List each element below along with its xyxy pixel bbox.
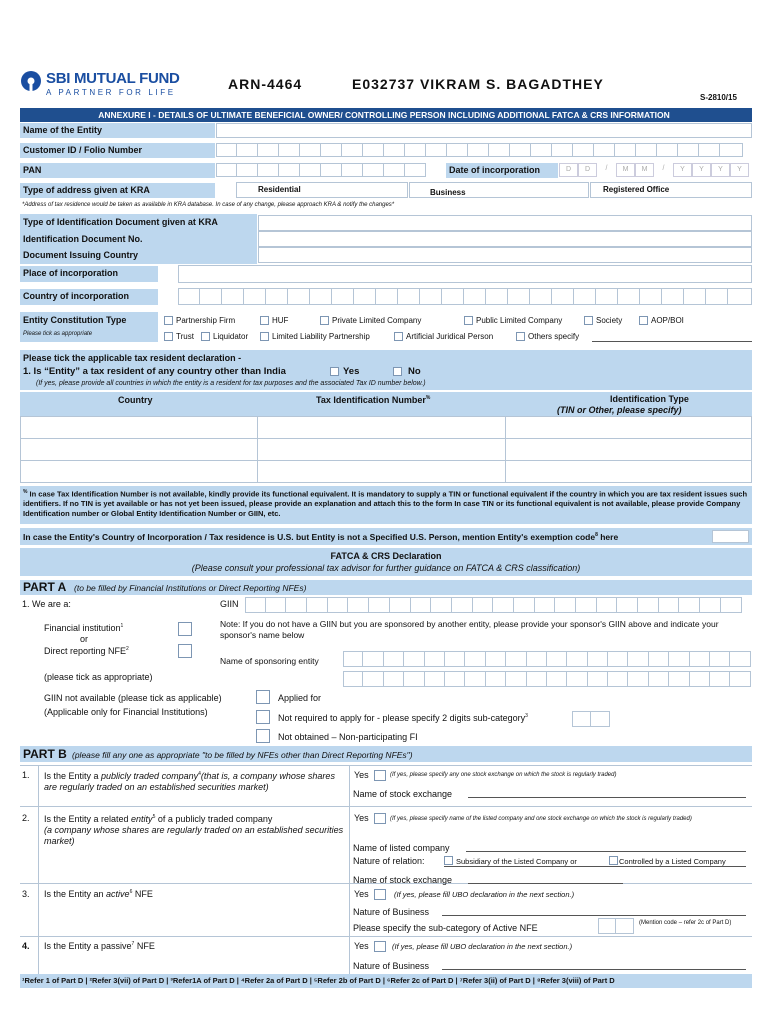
direct-nfe-sup: 2 (126, 646, 129, 652)
opt-label: AOP/BOI (651, 316, 684, 325)
nature-business-label: Nature of Business (353, 907, 430, 917)
entity-name-field[interactable] (216, 123, 752, 138)
table-row (21, 417, 752, 439)
tax-heading: Please tick the applicable tax resident declaration - (23, 353, 242, 363)
tax-yes-checkbox[interactable] (330, 367, 339, 376)
fatca-subtitle: (Please consult your professional tax advisor for further guidance on FATCA & CRS classification) (191, 563, 581, 573)
annexure-title-text: ANNEXURE I - DETAILS OF ULTIMATE BENEFICIAL OWNER/ CONTROLLING PERSON INCLUDING ADDITIONAL FATCA & CRS INFORMATION (98, 110, 670, 120)
date-inc-field[interactable] (559, 163, 749, 177)
logo-tagline: A PARTNER FOR LIFE (46, 88, 176, 97)
opt-liquidator[interactable] (201, 332, 248, 341)
q3-c: NFE (132, 889, 153, 899)
logo (20, 70, 195, 100)
opt-label: Public Limited Company (476, 316, 563, 325)
others-specify-line[interactable] (592, 341, 752, 342)
nature-business2-line[interactable] (442, 969, 746, 970)
col-tin-sup: % (425, 395, 431, 401)
fin-inst (44, 623, 123, 633)
opt-aop[interactable] (639, 316, 684, 325)
q2-yes-checkbox[interactable] (374, 813, 386, 824)
q1-a: Is the Entity a (44, 771, 102, 781)
q4-yes: Yes (354, 941, 369, 951)
doc-country-label: Document Issuing Country (23, 250, 139, 260)
q4-sup: 7 (131, 941, 135, 947)
grid-col-divider (38, 765, 39, 975)
table-row (21, 461, 752, 483)
checkbox[interactable] (516, 332, 525, 341)
sponsor-label: Name of sponsoring entity (220, 656, 319, 666)
customer-id-label: Customer ID / Folio Number (20, 143, 215, 158)
q1-sup: 4 (198, 771, 201, 777)
q3-sup: 6 (129, 889, 133, 895)
giin-field[interactable] (245, 597, 742, 613)
opt-label: Liquidator (213, 332, 249, 341)
active-nfe-code-field[interactable] (598, 918, 634, 934)
applied-checkbox[interactable] (256, 690, 270, 704)
checkbox[interactable] (639, 316, 648, 325)
q1-b: publicly traded company (101, 771, 199, 781)
q3-yes: Yes (354, 889, 369, 899)
table-cell[interactable] (258, 417, 506, 439)
footer-refs: ¹Refer 1 of Part D | ²Refer 3(vii) of Part D | ³Refer1A of Part D | ⁴Refer 2a of Part D | ⁵Refer 2b of Part D | ⁶Refer 2c of Part D | ⁷Refer 3(ii) of Part D | ⁸Refer 3(viii) of Part D (22, 976, 615, 985)
not-required-sup: 3 (525, 713, 528, 719)
q2-note: (If yes, please specify name of the listed company and one stock exchange on which the stock is regularly traded) (390, 816, 692, 822)
col-tin-header (316, 395, 430, 405)
col-country: Country (118, 395, 153, 405)
opt-label: Limited Liability Partnership (272, 332, 370, 341)
id-doc-no-label: Identification Document No. (23, 234, 143, 244)
sponsor-note: Note: If you do not have a GIIN but you are sponsored by another entity, please provide your sponsor's GIIN above and indicate your sponsor's name below (220, 619, 719, 640)
customer-id-field[interactable] (216, 143, 752, 157)
id-doc-type-field[interactable] (258, 215, 752, 231)
col-idtype-2: (TIN or Other, please specify) (557, 405, 682, 415)
us-here: here (597, 532, 619, 542)
sponsor-field-2[interactable] (343, 671, 751, 687)
opt-label: Partnership Firm (176, 316, 236, 325)
not-obtained-label: Not obtained – Non-participating FI (278, 732, 418, 742)
q3-b: active (106, 889, 130, 899)
date-char: D (578, 163, 597, 177)
part-a-title: PART A (23, 580, 67, 594)
id-doc-no-field[interactable] (258, 231, 752, 247)
date-char: Y (692, 163, 711, 177)
q2-c: of a publicly traded company (155, 814, 273, 824)
id-doc-type-label: Type of Identification Document given at KRA (23, 217, 218, 227)
q1-num: 1. (22, 770, 30, 780)
fin-inst-label: Financial institution (44, 623, 121, 633)
table-cell[interactable] (506, 439, 752, 461)
entity-name-label: Name of the Entity (20, 123, 215, 138)
distributor-code: E032737 VIKRAM S. BAGADTHEY (352, 76, 604, 92)
checkbox[interactable] (584, 316, 593, 325)
table-cell[interactable] (506, 417, 752, 439)
grid-row-divider (20, 936, 752, 937)
tin-note-mark: % (23, 489, 28, 495)
q1-note: (If yes, please specify any one stock exchange on which the stock is regularly traded) (390, 772, 617, 778)
opt-partnership[interactable] (164, 316, 235, 325)
tax-no-checkbox[interactable] (393, 367, 402, 376)
checkbox[interactable] (201, 332, 210, 341)
not-required-label: Not required to apply for - please specify 2 digits sub-category (278, 713, 526, 723)
mention-code: (Mention code – refer 2c of Part D) (639, 920, 732, 926)
part-b-title: PART B (23, 747, 67, 761)
table-cell[interactable] (21, 439, 258, 461)
tax-q1: 1. Is “Entity” a tax resident of any country other than India (23, 366, 286, 377)
address-type-label: Type of address given at KRA (20, 183, 215, 198)
q2-text (44, 812, 346, 847)
tin-note (23, 488, 749, 518)
q4-note: (If yes, please fill UBO declaration in the next section.) (392, 942, 573, 951)
logo-title: SBI MUTUAL FUND (46, 70, 180, 87)
opt-label: Society (596, 316, 623, 325)
grid-row-divider (20, 806, 752, 807)
opt-public-ltd[interactable] (464, 316, 562, 325)
controlled-checkbox[interactable] (609, 856, 618, 865)
exemption-code-field[interactable] (712, 530, 749, 543)
q4-c: NFE (134, 941, 155, 951)
or-label: or (80, 634, 89, 644)
controlled-label: Controlled by a Listed Company (619, 857, 726, 866)
q4-a: Is the Entity a passive (44, 941, 132, 951)
table-cell[interactable] (258, 439, 506, 461)
sub-category-field[interactable] (572, 711, 610, 727)
us-line-text: In case the Entity's Country of Incorporation / Tax residence is U.S. but Entity is not a Specified U.S. Person, mention Entity's exemption code (23, 532, 596, 542)
q2-d: (a company whose shares are regularly traded on an established securities market) (44, 825, 344, 846)
applicable-fi: (Applicable only for Financial Institutions) (44, 707, 208, 717)
direct-nfe-label: Direct reporting NFE (44, 646, 127, 656)
q3-a: Is the Entity an (44, 889, 107, 899)
date-char: M (616, 163, 635, 177)
stock-exchange2-label: Name of stock exchange (353, 875, 453, 885)
checkbox[interactable] (164, 316, 173, 325)
not-required-checkbox[interactable] (256, 710, 270, 724)
date-char: M (635, 163, 654, 177)
table-cell[interactable] (21, 461, 258, 483)
q1-text (44, 769, 346, 793)
tin-note-text: In case Tax Identification Number is not available, kindly provide its functional equivalent. It is mandatory to supply a TIN or functional equivalent if the country in which you are tax resident issues such identifiers. If no TIN is yet available or has not yet been issued, please provide an explanation and attach this to the form In case TIN or its functional equivalent is not available, please provide Company Identification number or Global Entity Identification Number or GIIN, etc. (23, 489, 748, 518)
checkbox[interactable] (394, 332, 403, 341)
checkbox[interactable] (320, 316, 329, 325)
tick-appropriate: (please tick as appropriate) (44, 672, 153, 682)
sub-category-label: Please specify the sub-category of Active NFE (353, 923, 538, 933)
grid-col-divider (349, 765, 350, 975)
us-sup: 8 (595, 532, 598, 539)
arn-number: ARN-4464 (228, 76, 303, 92)
q2-yes: Yes (354, 813, 369, 823)
q4-yes-checkbox[interactable] (374, 941, 386, 952)
table-row (21, 439, 752, 461)
q1-c: (that is, a company whose shares are regularly traded on an established securities market) (44, 771, 335, 792)
date-char: Y (711, 163, 730, 177)
constitution-label: Entity Constitution Type (23, 315, 127, 325)
table-cell[interactable] (506, 461, 752, 483)
pan-label: PAN (20, 163, 215, 178)
direct-nfe-checkbox[interactable] (178, 644, 192, 658)
subsidiary-checkbox[interactable] (444, 856, 453, 865)
q4-text (44, 941, 155, 951)
direct-nfe (44, 646, 129, 656)
fin-inst-sup: 1 (120, 623, 124, 629)
opt-label: Private Limited Company (332, 316, 422, 325)
q4-num: 4. (22, 941, 30, 951)
doc-country-field[interactable] (258, 247, 752, 263)
us-line (23, 532, 618, 542)
applied-label: Applied for (278, 693, 322, 703)
country-inc-field[interactable] (178, 288, 752, 305)
sponsor-field-1[interactable] (343, 651, 751, 667)
tax-no-label: No (408, 366, 421, 377)
fatca-title: FATCA & CRS Declaration (330, 551, 442, 561)
sbi-logo-icon (20, 70, 42, 92)
listed-company-line[interactable] (466, 851, 746, 852)
table-cell[interactable] (21, 417, 258, 439)
place-inc-field[interactable] (178, 265, 752, 283)
q2-b: entity (131, 814, 153, 824)
q3-yes-checkbox[interactable] (374, 889, 386, 900)
q1-yes-checkbox[interactable] (374, 770, 386, 781)
q2-a: Is the Entity a related (44, 814, 132, 824)
checkbox[interactable] (260, 316, 269, 325)
pan-field[interactable] (216, 163, 426, 177)
checkbox[interactable] (164, 332, 173, 341)
tax-q1-note: (If yes, please provide all countries in which the entity is a resident for tax purposes and the associated Tax ID number below.) (36, 380, 426, 387)
not-obtained-checkbox[interactable] (256, 729, 270, 743)
q2-sup: 5 (152, 814, 156, 820)
q3-num: 3. (22, 889, 30, 899)
date-char: / (662, 165, 665, 172)
giin-label: GIIN (220, 599, 239, 609)
date-char: Y (730, 163, 749, 177)
we-are: 1. We are a: (22, 599, 71, 609)
opt-llp[interactable] (260, 332, 370, 341)
col-tin: Tax Identification Number (316, 395, 426, 405)
opt-trust[interactable] (164, 332, 194, 341)
opt-society[interactable] (584, 316, 622, 325)
opt-label: Others specify (528, 332, 580, 341)
opt-ajp[interactable] (394, 332, 493, 341)
tick-note: Please tick as appropriate (23, 331, 93, 337)
date-char: / (605, 165, 608, 172)
business-label: Business (430, 188, 466, 197)
fin-inst-checkbox[interactable] (178, 622, 192, 636)
date-char: D (559, 163, 578, 177)
q3-note: (If yes, please fill UBO declaration in the next section.) (394, 890, 575, 899)
residential-label: Residential (258, 185, 301, 194)
registered-office-label: Registered Office (603, 185, 670, 194)
q2-num: 2. (22, 813, 30, 823)
checkbox[interactable] (464, 316, 473, 325)
form-code: S-2810/15 (700, 93, 737, 102)
nature-business2-label: Nature of Business (353, 961, 430, 971)
date-inc-label: Date of incorporation (446, 163, 558, 178)
table-cell[interactable] (258, 461, 506, 483)
not-required (278, 713, 528, 723)
nature-relation-label: Nature of relation: (353, 856, 425, 866)
date-char: Y (673, 163, 692, 177)
tax-yes-label: Yes (343, 366, 360, 377)
listed-company-label: Name of listed company (353, 843, 450, 853)
q3-text (44, 889, 153, 899)
opt-private-ltd[interactable] (320, 316, 421, 325)
stock-exchange2-line[interactable] (468, 883, 623, 884)
col-idtype-1: Identification Type (610, 394, 689, 404)
place-inc-label: Place of incorporation (20, 266, 158, 282)
stock-exchange-line[interactable] (468, 797, 746, 798)
part-a-subtitle: (to be filled by Financial Institutions or Direct Reporting NFEs) (74, 583, 307, 593)
opt-label: HUF (272, 316, 289, 325)
opt-label: Trust (176, 332, 194, 341)
nature-business-line[interactable] (442, 915, 746, 916)
opt-huf[interactable] (260, 316, 288, 325)
address-note: *Address of tax residence would be taken as available in KRA database. In case of any change, please approach KRA & notify the changes* (22, 202, 395, 208)
country-inc-label: Country of incorporation (20, 289, 158, 305)
stock-exchange-label: Name of stock exchange (353, 789, 453, 799)
q1-yes: Yes (354, 770, 369, 780)
giin-na: GIIN not available (please tick as applicable) (44, 693, 222, 703)
opt-others[interactable] (516, 332, 579, 341)
relation-line[interactable] (444, 866, 746, 867)
part-b-subtitle: (please fill any one as appropriate "to be filled by NFEs other than Direct Reporting NFEs") (72, 750, 413, 760)
tax-table (20, 416, 752, 483)
opt-label: Artificial Juridical Person (406, 332, 494, 341)
checkbox[interactable] (260, 332, 269, 341)
subsidiary-label: Subsidiary of the Listed Company or (456, 857, 577, 866)
